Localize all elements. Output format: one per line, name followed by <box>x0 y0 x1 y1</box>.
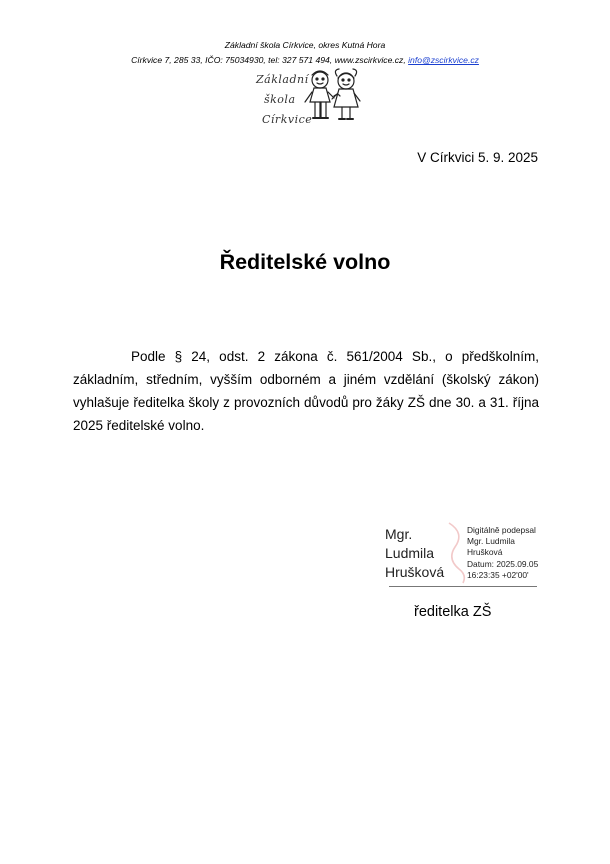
contact-details: Církvice 7, 285 33, IČO: 75034930, tel: 327 571 494, www.zscirkvice.cz, <box>131 55 406 65</box>
signature-detail-line: Hrušková <box>467 547 503 558</box>
signer-name-line: Hrušková <box>385 564 445 580</box>
document-date: V Církvici 5. 9. 2025 <box>417 150 538 165</box>
school-name: Základní škola Církvice, okres Kutná Hora <box>224 40 386 50</box>
signature-detail-line: Digitálně podepsal <box>467 525 536 535</box>
signature-line <box>389 586 537 587</box>
email-link[interactable]: info@zscirkvice.cz <box>408 55 479 65</box>
signer-role: ředitelka ZŠ <box>414 604 492 620</box>
signature-detail-line: Datum: 2025.09.05 <box>467 558 539 569</box>
school-logo <box>250 66 362 132</box>
signer-name-line: Mgr. <box>385 526 413 542</box>
signature-stroke-icon <box>445 521 467 585</box>
digital-signature <box>385 521 555 591</box>
body-paragraph: Podle § 24, odst. 2 zákona č. 561/2004 Sb., o předškolním, základním, středním, vyšším odborném a jiném vzdělání (školský zákon) vyhlašuje ředitelka školy z provozních důvodů pro žáky ZŠ dne 30. a 31. října 2025 ředitelské volno. <box>73 349 539 433</box>
logo-line: Církvice <box>262 113 313 126</box>
document-title: Ředitelské volno <box>219 250 391 274</box>
logo-line: Základní <box>256 73 309 86</box>
logo-line: škola <box>264 93 296 106</box>
children-drawing-icon <box>302 66 364 132</box>
signer-name-line: Ludmila <box>385 545 435 561</box>
signer-name <box>385 525 444 582</box>
signature-detail-line: Mgr. Ludmila <box>467 536 515 547</box>
signature-details <box>467 525 538 581</box>
letterhead <box>0 38 610 68</box>
signature-detail-line: 16:23:35 +02'00' <box>467 569 529 580</box>
